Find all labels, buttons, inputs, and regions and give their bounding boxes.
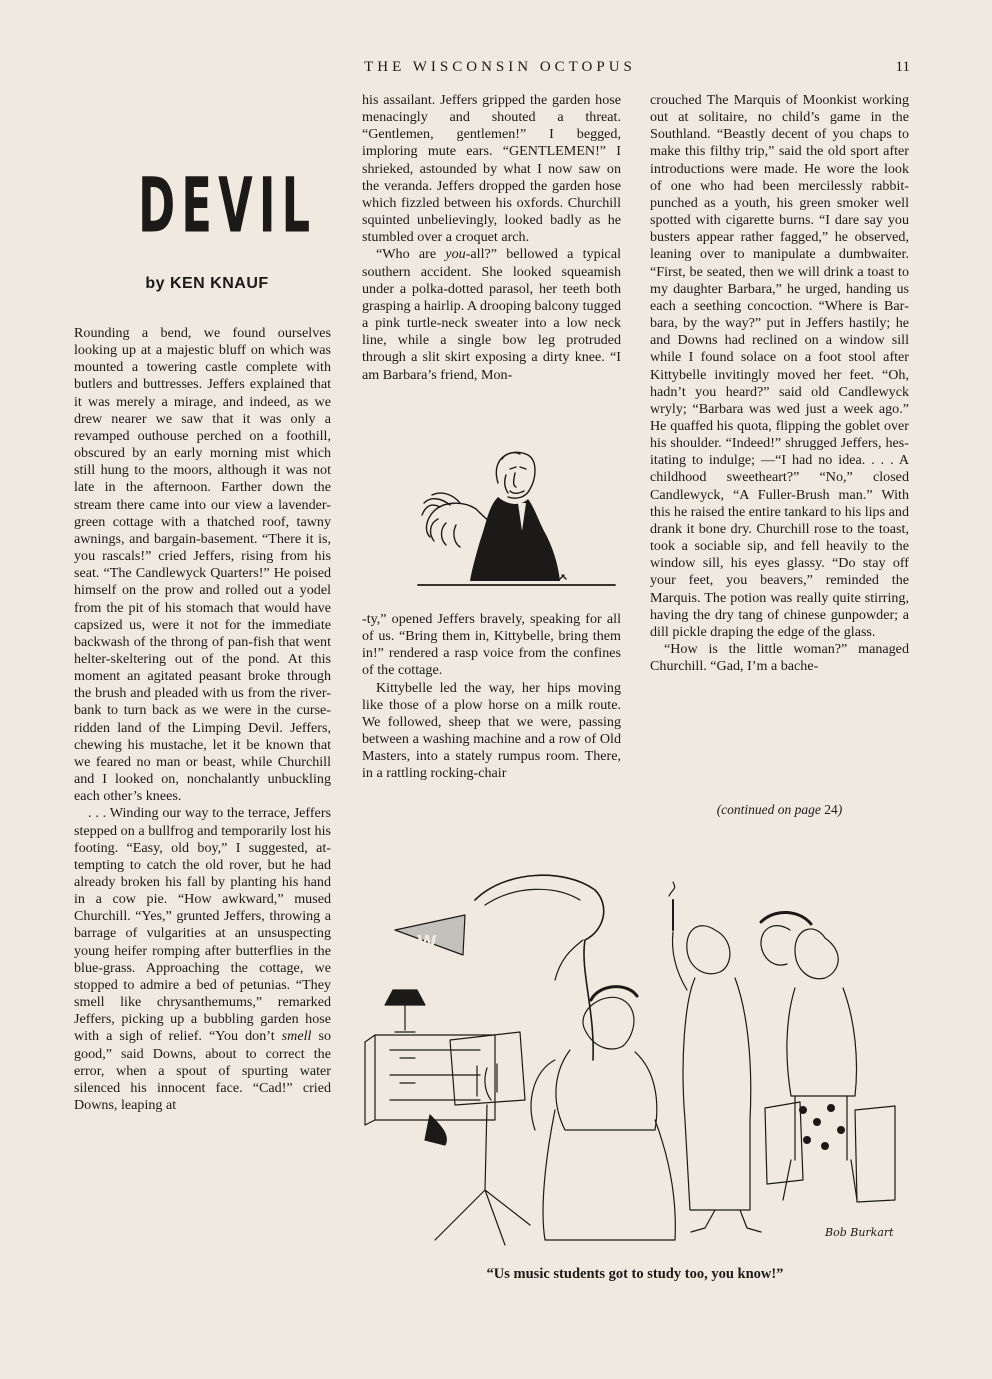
paragraph: “How is the little woman?” managed Churchill. “Gad, I’m a bache-	[650, 641, 909, 675]
column-2-bottom	[362, 611, 621, 783]
paragraph: -ty,” opened Jeffers bravely, speaking for all of us. “Bring them in, Kittybelle, bring them in!” rendered a rasp voice from the confines of the cottage.	[362, 611, 621, 679]
magazine-title: THE WISCONSIN OCTOPUS	[364, 59, 636, 75]
paragraph: his assailant. Jeffers gripped the garden hose menacingly and shouted a threat. “Gentlemen, gentlemen!” I begged, imploring mute ears. “GENTLEMEN!” I shrieked, astounded by what I now saw on the veranda. Jeffers dropped the garden hose which fizzled between his oxfords. Churchill squinted unbelievingly, looked badly as he stumbled over a croquet arch.	[362, 92, 621, 246]
column-2-top	[362, 92, 621, 384]
pennant-letter: W	[417, 932, 437, 953]
column-3	[650, 92, 909, 675]
paragraph: “Who are you-all?” bellowed a typical southern accident. She looked squeamish under a polka-dotted parasol, her teeth both grasping a hairlip. A drooping balcony tugged a pink turtle-neck sweater into a low neck line, while a single bow leg protruded through a slit skirt exposing a dirty knee. “I am Barbara’s friend, Mon-	[362, 246, 621, 383]
cartoon-illustration	[355, 860, 910, 1260]
byline: by KEN KNAUF	[145, 275, 269, 292]
continued-note: (continued on page 24)	[716, 802, 843, 817]
cartoon-caption: “Us music students got to study too, you know!”	[486, 1266, 784, 1282]
paragraph: . . . Winding our way to the terrace, Jeffers stepped on a bullfrog and temporarily lost his footing. “Easy, old boy,” I suggested, attempting to catch the old rover, but he had already broken his fall by planting his hand in a cow pie. “How awkward,” mused Churchill. “Yes,” grunted Jeffers, throwing a barrage of vulgarities at an unsuspecting young heifer romping after butterflies in the blue-grass. Approaching the cottage, we stopped to admire a bed of petunias. “They smell like chrysanthemums,” remarked Jeffers, picking up a bubbling garden hose with a sigh of relief. “You don’t smell so good,” said Downs, about to correct the error, when a spout of spurting water silenced his innocent face. “Cad!” cried Downs, leaping at	[74, 805, 331, 1114]
column-1	[74, 325, 331, 1114]
artist-signature: Bob Burkart	[825, 1226, 894, 1239]
emphasis: smell	[281, 1028, 312, 1045]
paragraph: Rounding a bend, we found ourselves looking up at a majestic bluff on which was mounted a towering castle complete with butlers and buttresses. Jeffers explained that it was merely a mirage, and indeed, as we drew nearer we saw that it was only a revamped outhouse perched on a foothill, obscured by an early morning mist which still hung to the moors, although it was not late in the afternoon. Farther down the stream there came into our view a lavender-green cottage with a thatched roof, tawny awnings, and bargain-basement. “There it is, you rascals!” cried Jeffers, rising from his seat. “The Candlewyck Quarters!” He poised himself on the prow and rolled out a yodel from the pit of his stomach that would have capsized us, were it not for the immediate backwash of the throng of pan-fish that went helter-skeltering out of the pond. At this moment an agitated peasant broke through the brush and pleaded with us from the river-bank to turn back as we were in the curse-ridden land of the Limping Devil. Jeffers, chewing his mustache, let it be known that we feared no man or beast, while Churchill and I looked on, nonchalantly unbuckling each other’s knees.	[74, 325, 331, 805]
paragraph: crouched The Marquis of Moonkist working out at solitaire, no child’s game in the Southland. “Beastly decent of you chaps to make this filthy trip,” said the old sport after introductions were made. He wore the look of one who had been mercilessly rabbit-punched as a youth, his green smoker well spotted with cigarette burns. “I dare say you busters appear rather fagged,” he observed, leaning over to manipulate a dumbwaiter. “First, be seated, then we will drink a toast to my daughter Barbara,” he urged, handing us each a seething concoction. “Where is Barbara, by the way?” put in Jeffers hastily; he and Downs had reclined on a window sill while I found solace on a foot stool after Kittybelle invitingly moved her feet. “Oh, hadn’t you heard?” said old Candlewyck wryly; “Barbara was wed just a week ago.” He quaffed his quota, flipping the goblet over his shoulder. “Indeed!” shrugged Jeffers, hesitating to indulge; —“I had no idea. . . . A childhood sweetheart?” “No,” closed Candlewyck, “A Fuller-Brush man.” With this he raised the entire tankard to his lips and drank it bone dry. Churchill rose to the toast, took a sociable sip, and fell heavily to the window sill, his eyes glassy. “Do stay off your feet, you beavers,” reminded the Marquis. The potion was really quite stirring, having the dry tang of chinese gunpowder; a dill pickle draping the edge of the glass.	[650, 92, 909, 640]
page-number: 11	[895, 59, 910, 75]
paragraph: Kittybelle led the way, her hips moving like those of a plow horse on a milk route. We followed, sheep that we were, passing between a washing machine and a row of Old Masters, into a stately rumpus room. There, in a rattling rocking-chair	[362, 679, 621, 782]
devil-illustration	[410, 445, 625, 590]
emphasis: you	[445, 246, 466, 263]
article-title: DEVIL	[138, 160, 317, 250]
